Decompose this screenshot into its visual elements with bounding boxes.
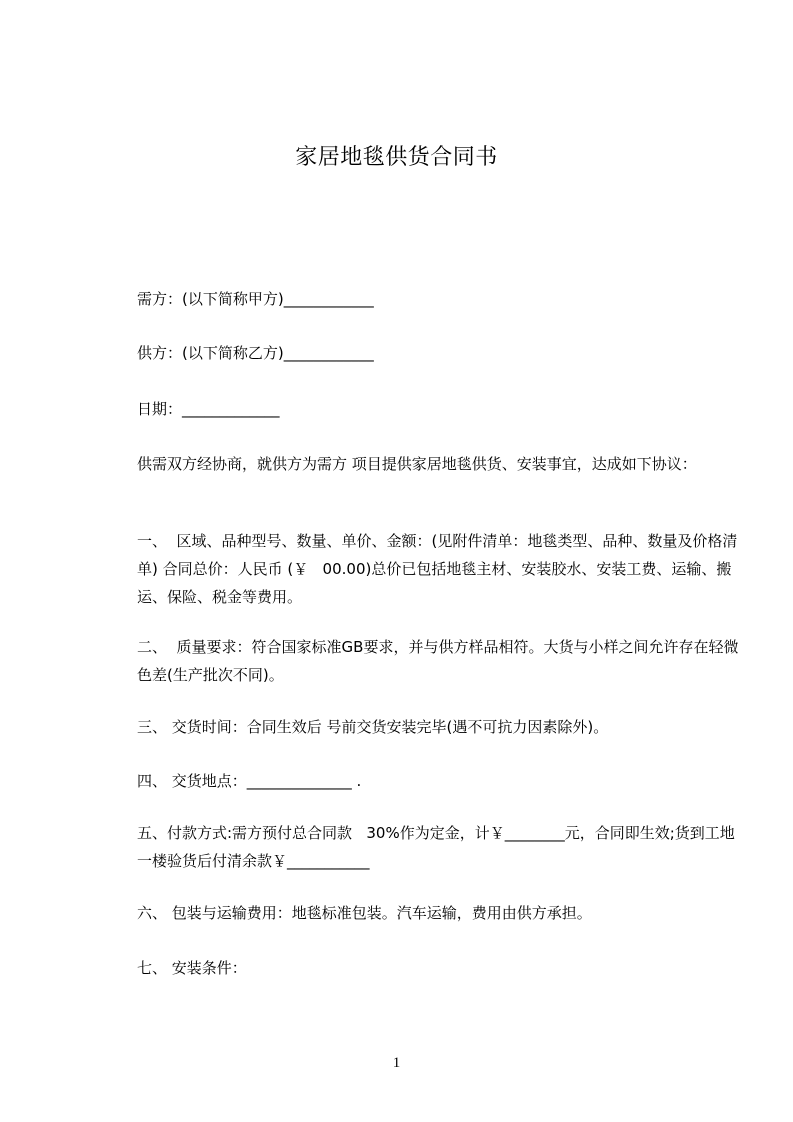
page-number: 1 [392,1055,401,1071]
clause-5: 五、付款方式:需方预付总合同款 30%作为定金，计￥________元，合同即生效;货到工地一楼验货后付清余款￥___________ [137,824,735,870]
clause-2: 二、 质量要求：符合国家标准GB要求，并与供方样品相符。大货与小样之间允许存在轻微色差(生产批次不同)。 [137,638,739,684]
clause-7: 七、 安装条件： [137,959,247,977]
supplier-line: 供方：(以下简称乙方)____________ [137,344,374,362]
clause-6: 六、 包装与运输费用：地毯标准包装。汽车运输，费用由供方承担。 [137,904,592,922]
document-title: 家居地毯供货合同书 [295,145,498,170]
intro-paragraph: 供需双方经协商，就供方为需方 项目提供家居地毯供货、安装事宜，达成如下协议： [137,455,697,473]
date-line: 日期：_____________ [137,400,280,418]
clause-4: 四、 交货地点：______________ . [137,772,362,790]
clause-1: 一、 区域、品种型号、数量、单价、金额：(见附件清单：地毯类型、品种、数量及价格清单) 合同总价：人民币 (￥ 00.00)总价已包括地毯主材、安装胶水、安装工费、运输、搬运、保险、税金等费用。 [137,532,738,606]
buyer-line: 需方：(以下简称甲方)____________ [137,290,374,308]
clause-3: 三、 交货时间：合同生效后 号前交货安装完毕(遇不可抗力因素除外)。 [137,718,609,736]
